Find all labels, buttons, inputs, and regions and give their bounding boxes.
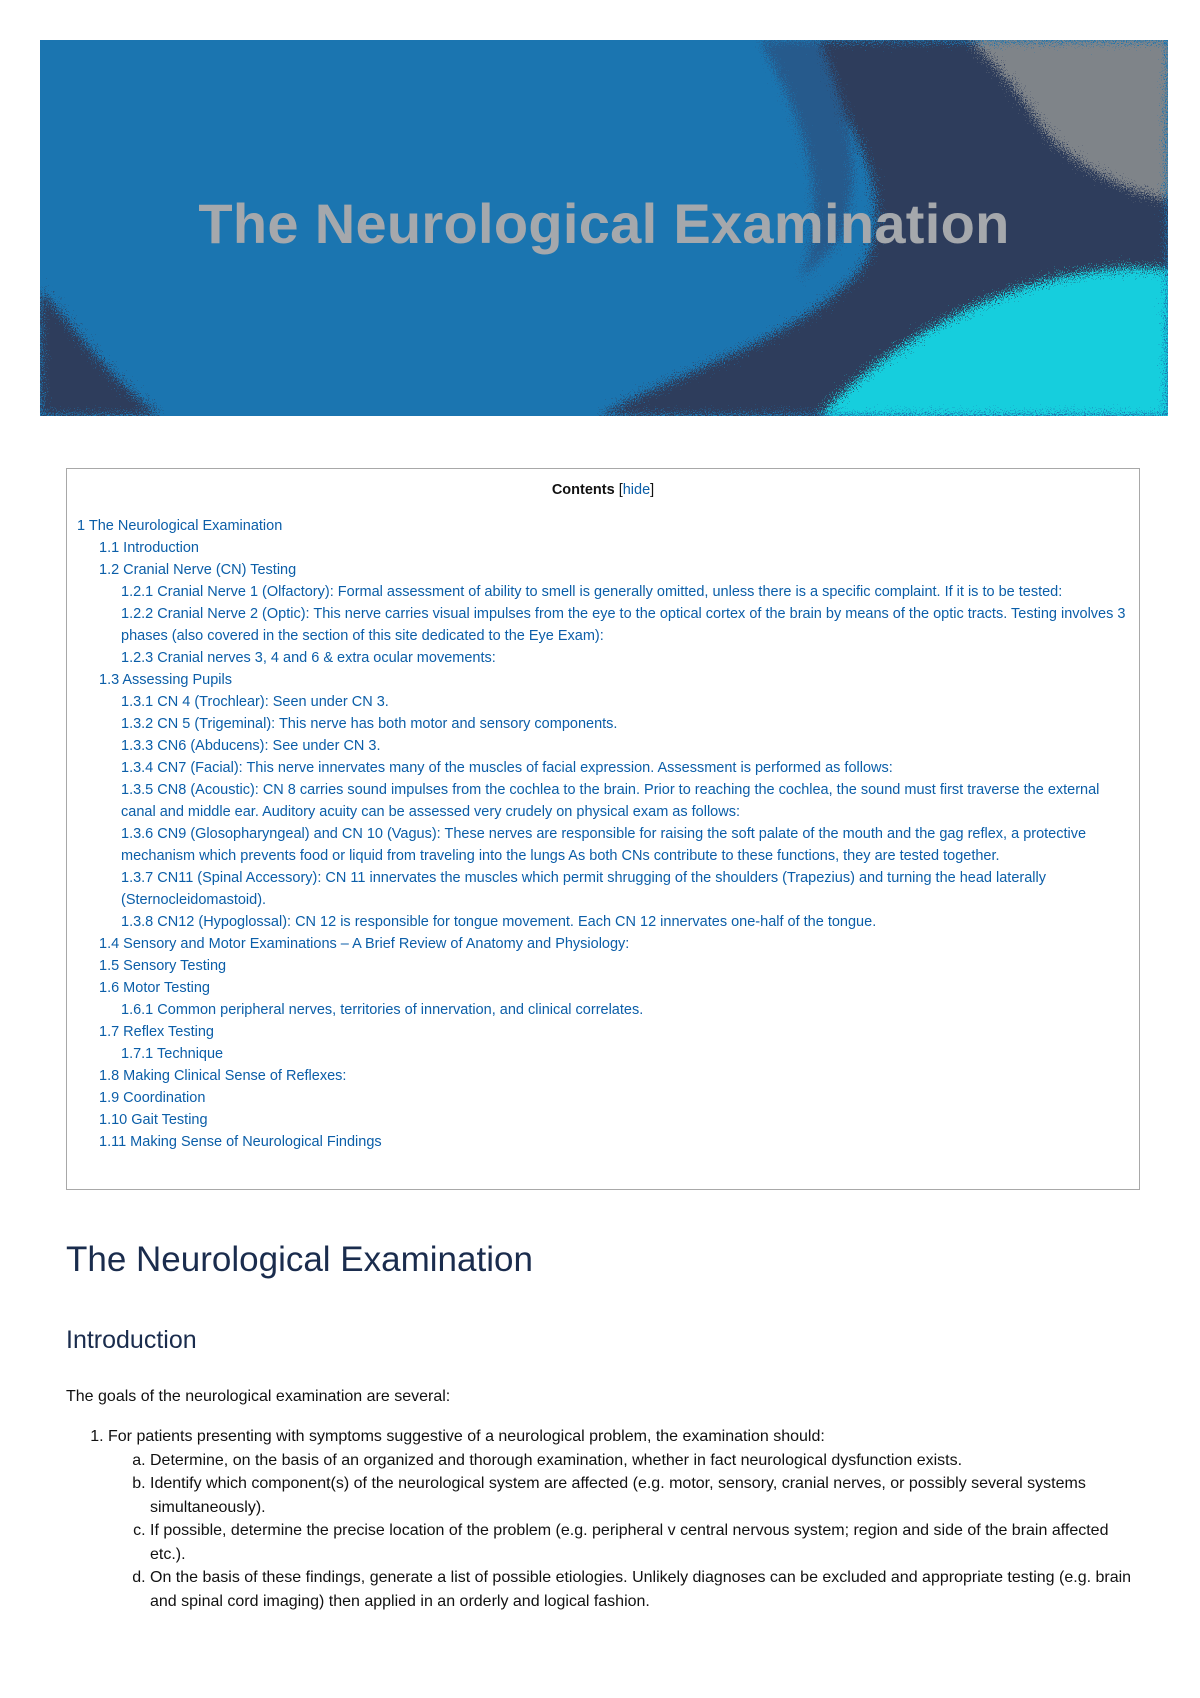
toc-item: [77, 669, 1129, 691]
toc-item: [77, 977, 1129, 999]
table-of-contents: [66, 468, 1140, 1190]
toc-item: [77, 1021, 1129, 1043]
toc-link[interactable]: 1.7 Reflex Testing: [99, 1024, 214, 1040]
toc-hide-link[interactable]: hide: [622, 482, 651, 498]
toc-item: [77, 537, 1129, 559]
toc-item: [77, 999, 1129, 1021]
goals-sublist-item: b. Identify which component(s) of the neurological system are affected (e.g. motor, sensory, cranial nerves, or possibly several systems simultaneously).: [150, 1472, 1148, 1519]
toc-link[interactable]: 1.2.1 Cranial Nerve 1 (Olfactory): Formal assessment of ability to smell is generally omitted, unless there is a specific complaint. If it is to be tested:: [121, 584, 1063, 600]
article-heading: The Neurological Examination: [66, 1240, 533, 1279]
goals-list-item: [108, 1425, 1148, 1613]
toc-link[interactable]: 1.2.2 Cranial Nerve 2 (Optic): This nerve carries visual impulses from the eye to the optical cortex of the brain by means of the optic tracts. Testing involves 3 phases (also covered in the section of this site dedicated to the Eye Exam):: [121, 606, 1126, 644]
toc-item: [77, 559, 1129, 581]
toc-link[interactable]: 1.10 Gait Testing: [99, 1112, 208, 1128]
section-heading-introduction: Introduction: [66, 1326, 197, 1354]
toc-link[interactable]: 1.2 Cranial Nerve (CN) Testing: [99, 562, 297, 578]
toc-item: [77, 691, 1129, 713]
toc-item: [77, 515, 1129, 537]
toc-link[interactable]: 1.3.2 CN 5 (Trigeminal): This nerve has both motor and sensory components.: [121, 716, 618, 732]
toc-link[interactable]: 1.3.3 CN6 (Abducens): See under CN 3.: [121, 738, 381, 754]
toc-item: [77, 933, 1129, 955]
toc-item: [77, 955, 1129, 977]
toc-item: [77, 867, 1129, 911]
toc-link[interactable]: 1.6 Motor Testing: [99, 980, 210, 996]
toc-link[interactable]: 1.3.5 CN8 (Acoustic): CN 8 carries sound impulses from the cochlea to the brain. Prior to reaching the cochlea, the sound must first traverse the external canal and middle ear. Auditory acuity can be assessed very crudely on physical exam as follows:: [121, 782, 1100, 820]
banner-title: The Neurological Examination: [198, 191, 1010, 255]
toc-list: [77, 515, 1129, 1153]
toc-link[interactable]: 1.9 Coordination: [99, 1090, 206, 1106]
goals-list: [66, 1425, 1148, 1613]
toc-item: [77, 823, 1129, 867]
toc-item: [77, 757, 1129, 779]
toc-link[interactable]: 1.11 Making Sense of Neurological Findings: [99, 1134, 382, 1150]
toc-link[interactable]: 1.1 Introduction: [99, 540, 199, 556]
toc-item: [77, 1131, 1129, 1153]
toc-link[interactable]: 1.8 Making Clinical Sense of Reflexes:: [99, 1068, 347, 1084]
toc-link[interactable]: 1.3.8 CN12 (Hypoglossal): CN 12 is responsible for tongue movement. Each CN 12 innervates one-half of the tongue.: [121, 914, 877, 930]
toc-item: [77, 779, 1129, 823]
toc-item: [77, 713, 1129, 735]
hero-banner: [40, 40, 1168, 416]
toc-item: [77, 647, 1129, 669]
toc-link[interactable]: 1.2.3 Cranial nerves 3, 4 and 6 & extra ocular movements:: [121, 650, 496, 666]
toc-link[interactable]: 1.3.4 CN7 (Facial): This nerve innervates many of the muscles of facial expression. Assessment is performed as follows:: [121, 760, 893, 776]
toc-link[interactable]: 1.7.1 Technique: [121, 1046, 224, 1062]
intro-paragraph: The goals of the neurological examination are several:: [66, 1388, 451, 1405]
toc-link[interactable]: 1 The Neurological Examination: [77, 518, 283, 534]
toc-bracket-open: [: [618, 482, 623, 498]
toc-item: [77, 603, 1129, 647]
toc-link[interactable]: 1.6.1 Common peripheral nerves, territories of innervation, and clinical correlates.: [121, 1002, 644, 1018]
toc-link[interactable]: 1.3.1 CN 4 (Trochlear): Seen under CN 3.: [121, 694, 389, 710]
toc-link[interactable]: 1.5 Sensory Testing: [99, 958, 227, 974]
toc-item: [77, 1087, 1129, 1109]
toc-link[interactable]: 1.3.6 CN9 (Glosopharyngeal) and CN 10 (Vagus): These nerves are responsible for raising the soft palate of the mouth and the gag reflex, a protective mechanism which prevents food or liquid from traveling into the lungs As both CNs contribute to these functions, they are tested together.: [121, 826, 1087, 864]
toc-link[interactable]: 1.3 Assessing Pupils: [99, 672, 232, 688]
toc-item: [77, 581, 1129, 603]
toc-header: [77, 479, 1129, 501]
toc-title: Contents: [551, 482, 615, 498]
toc-link[interactable]: 1.3.7 CN11 (Spinal Accessory): CN 11 innervates the muscles which permit shrugging of the shoulders (Trapezius) and turning the head laterally (Sternocleidomastoid).: [121, 870, 1046, 908]
goals-list-item-text: For patients presenting with symptoms suggestive of a neurological problem, the examination should:: [108, 1428, 825, 1445]
toc-link[interactable]: 1.4 Sensory and Motor Examinations – A Brief Review of Anatomy and Physiology:: [99, 936, 630, 952]
toc-item: [77, 1109, 1129, 1131]
goals-sublist-item: a. Determine, on the basis of an organized and thorough examination, whether in fact neurological dysfunction exists.: [150, 1449, 1148, 1473]
goals-sublist-item: c. If possible, determine the precise location of the problem (e.g. peripheral v central nervous system; region and side of the brain affected etc.).: [150, 1519, 1148, 1566]
toc-bracket-close: ]: [650, 482, 655, 498]
toc-item: [77, 1065, 1129, 1087]
goals-sublist-item: d. On the basis of these findings, generate a list of possible etiologies. Unlikely diagnoses can be excluded and appropriate testing (e.g. brain and spinal cord imaging) then applied in an orderly and logical fashion.: [150, 1566, 1148, 1613]
toc-item: [77, 911, 1129, 933]
toc-item: [77, 1043, 1129, 1065]
toc-item: [77, 735, 1129, 757]
goals-sublist: [108, 1449, 1148, 1614]
